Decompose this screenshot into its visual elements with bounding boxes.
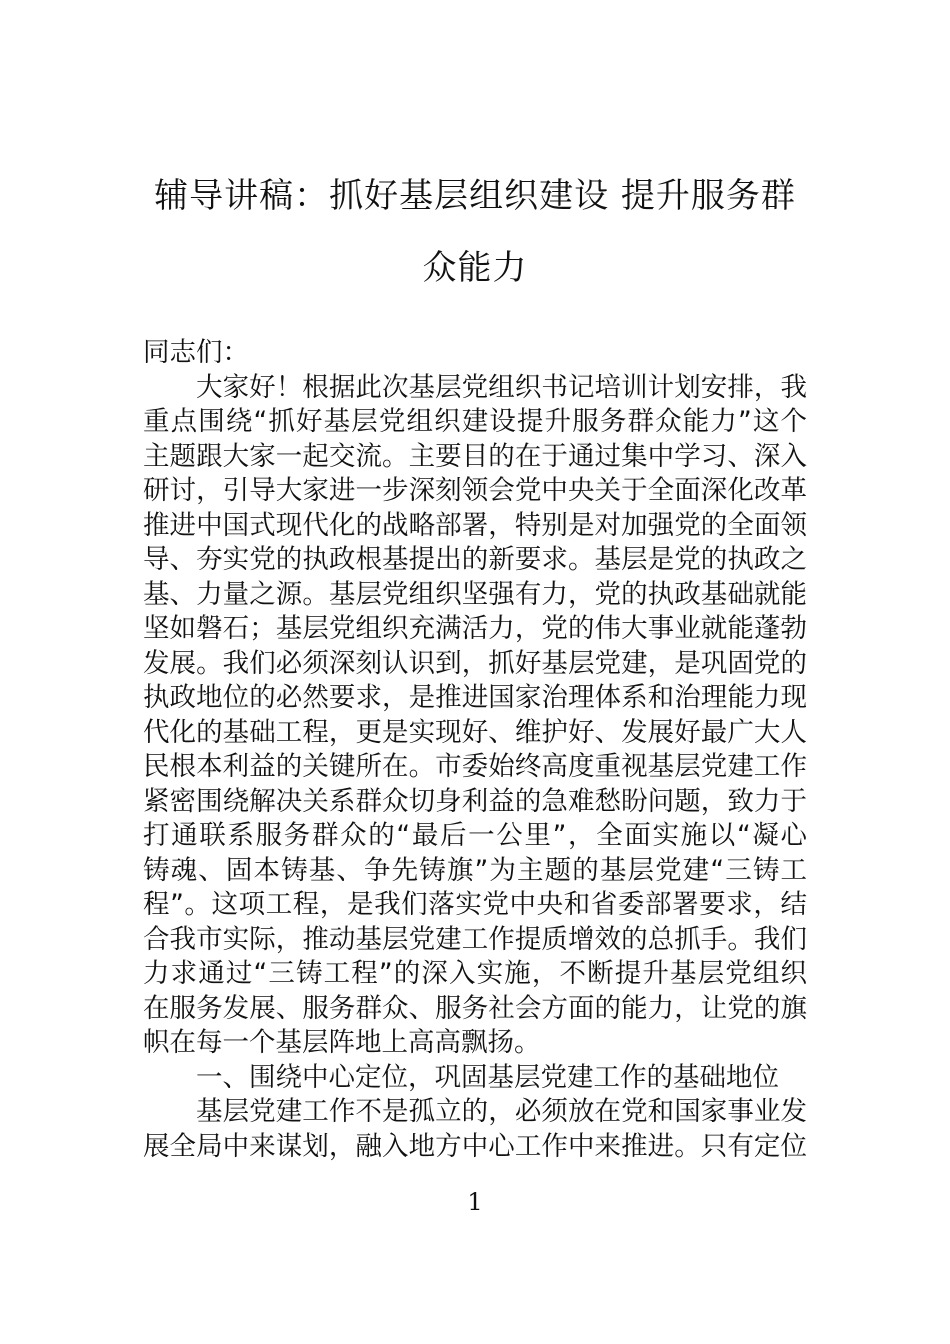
paragraph-line: 导、夯实党的执政根基提出的新要求。基层是党的执政之 bbox=[143, 544, 807, 575]
paragraph-line: 合我市实际，推动基层党建工作提质增效的总抓手。我们 bbox=[143, 923, 807, 955]
paragraph-line: 紧密围绕解决关系群众切身利益的急难愁盼问题，致力于 bbox=[143, 785, 807, 817]
paragraph-line: 大家好！根据此次基层党组织书记培训计划安排，我 bbox=[196, 371, 807, 403]
paragraph-line: 铸魂、固本铸基、争先铸旗”为主题的基层党建“三铸工 bbox=[143, 854, 807, 886]
paragraph-line: 民根本利益的关键所在。市委始终高度重视基层党建工作 bbox=[143, 751, 807, 782]
document-body bbox=[143, 336, 807, 1164]
paragraph-line: 重点围绕“抓好基层党组织建设提升服务群众能力”这个 bbox=[143, 406, 807, 437]
paragraph-line: 主题跟大家一起交流。主要目的在于通过集中学习、深入 bbox=[143, 440, 807, 472]
document-title-line-1: 辅导讲稿：抓好基层组织建设 提升服务群 bbox=[154, 176, 796, 216]
document-title-line-2: 众能力 bbox=[422, 248, 528, 288]
paragraph-line: 研讨，引导大家进一步深刻领会党中央关于全面深化改革 bbox=[143, 475, 807, 506]
paragraph-line: 帜在每一个基层阵地上高高飘扬。 bbox=[143, 1027, 541, 1058]
paragraph-line: 在服务发展、服务群众、服务社会方面的能力，让党的旗 bbox=[143, 992, 807, 1024]
paragraph-line: 执政地位的必然要求，是推进国家治理体系和治理能力现 bbox=[143, 682, 807, 713]
paragraph-line: 代化的基础工程，更是实现好、维护好、发展好最广大人 bbox=[143, 716, 807, 748]
paragraph-line: 坚如磐石；基层党组织充满活力，党的伟大事业就能蓬勃 bbox=[143, 613, 807, 644]
paragraph-line: 基层党建工作不是孤立的，必须放在党和国家事业发 bbox=[196, 1096, 807, 1127]
paragraph-line: 基、力量之源。基层党组织坚强有力，党的执政基础就能 bbox=[143, 578, 807, 610]
paragraph-line: 程”。这项工程，是我们落实党中央和省委部署要求，结 bbox=[143, 889, 807, 920]
paragraph-line: 推进中国式现代化的战略部署，特别是对加强党的全面领 bbox=[143, 509, 807, 541]
page-number: 1 bbox=[467, 1188, 483, 1216]
paragraph-line: 展全局中来谋划，融入地方中心工作中来推进。只有定位 bbox=[143, 1130, 807, 1162]
paragraph-line: 发展。我们必须深刻认识到，抓好基层党建，是巩固党的 bbox=[143, 647, 807, 679]
section-heading: 一、围绕中心定位，巩固基层党建工作的基础地位 bbox=[196, 1061, 779, 1093]
salutation: 同志们： bbox=[143, 337, 249, 368]
paragraph-line: 打通联系服务群众的“最后一公里”，全面实施以“凝心 bbox=[143, 820, 807, 851]
paragraph-line: 力求通过“三铸工程”的深入实施，不断提升基层党组织 bbox=[143, 958, 807, 989]
